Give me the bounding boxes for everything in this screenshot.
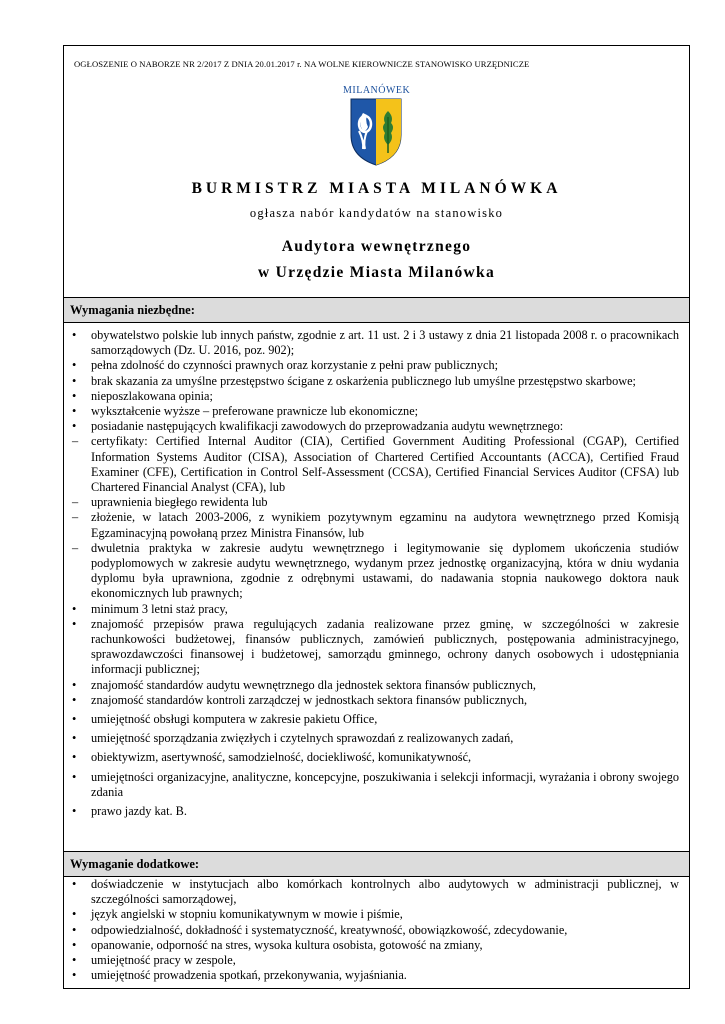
bullet-marker: •	[72, 601, 77, 616]
list-item	[64, 541, 689, 602]
bullet-marker: •	[72, 877, 77, 891]
bullet-marker: •	[72, 373, 77, 388]
bullet-marker: •	[72, 712, 77, 727]
bullet-marker: –	[72, 495, 79, 510]
list-item	[64, 328, 689, 358]
list-item	[64, 510, 689, 540]
list-item	[64, 358, 689, 373]
list-item	[64, 389, 689, 404]
list-item-text: pełna zdolność do czynności prawnych oraz korzystanie z pełni praw publicznych;	[91, 358, 499, 373]
list-item-text: brak skazania za umyślne przestępstwo ścigane z oskarżenia publicznego lub umyślne przestępstwo skarbowe;	[91, 373, 636, 388]
list-item-text: wykształcenie wyższe – preferowane prawnicze lub ekonomiczne;	[91, 404, 419, 419]
additional-heading: Wymaganie dodatkowe:	[64, 851, 689, 877]
list-item-text: język angielski w stopniu komunikatywnym w mowie i piśmie,	[91, 907, 403, 922]
bullet-marker: •	[72, 804, 77, 819]
bullet-marker: •	[72, 937, 77, 952]
list-item	[64, 877, 689, 907]
list-item-text: minimum 3 letni staż pracy,	[91, 601, 228, 616]
list-item-text: prawo jazdy kat. B.	[91, 804, 187, 819]
list-item	[64, 712, 689, 727]
bullet-marker: –	[72, 510, 79, 525]
bullet-marker: •	[72, 750, 77, 765]
required-heading: Wymagania niezbędne:	[64, 297, 689, 323]
list-item-text: dwuletnia praktyka w zakresie audytu wewnętrznego i legitymowanie się dyplomem ukończenia studiów podyplomowych w zakresie audytu wewnętrznego, wydanym przez jednostkę organizacyjną, która w dniu wydania dyplomu była uprawniona, zgodnie z odrębnymi ustawami, do nadawania stopnia naukowego doktora nauk ekonomicznych lub prawnych;	[91, 540, 679, 601]
list-item-text: umiejętności organizacyjne, analityczne, koncepcyjne, poszukiwania i selekcji informacji, wyrażania i obrony swojego zdania	[91, 769, 679, 799]
list-item-text: umiejętność sporządzania zwięzłych i czytelnych sprawozdań z realizowanych zadań,	[91, 731, 514, 746]
bullet-marker: –	[72, 540, 79, 555]
coat-of-arms-icon	[349, 97, 403, 167]
list-item-text: opanowanie, odporność na stres, wysoka kultura osobista, gotowość na zmiany,	[91, 937, 483, 952]
list-item	[64, 404, 689, 419]
position-title: Audytora wewnętrznego	[281, 238, 472, 255]
bullet-marker: •	[72, 419, 77, 434]
bullet-marker: •	[72, 388, 77, 403]
list-item	[64, 602, 689, 617]
announcement-header: OGŁOSZENIE O NABORZE NR 2/2017 Z DNIA 20.01.2017 r. NA WOLNE KIEROWNICZE STANOWISKO URZĘDNICZE	[74, 59, 530, 69]
list-item	[64, 693, 689, 708]
list-item-text: obiektywizm, asertywność, samodzielność, dociekliwość, komunikatywność,	[91, 750, 472, 765]
bullet-marker: •	[72, 404, 77, 419]
bullet-marker: •	[72, 907, 77, 922]
list-item	[64, 617, 689, 678]
list-item	[64, 968, 689, 983]
list-item	[64, 953, 689, 968]
list-item-text: umiejętność prowadzenia spotkań, przekonywania, wyjaśniania.	[91, 968, 407, 983]
list-item-text: odpowiedzialność, dokładność i systematyczność, kreatywność, obowiązkowość, zdecydowanie,	[91, 922, 568, 937]
list-item	[64, 374, 689, 389]
logo-text: MILANÓWEK	[343, 85, 411, 96]
announcement-subtitle: ogłasza nabór kandydatów na stanowisko	[249, 206, 504, 220]
bullet-marker: •	[72, 616, 77, 631]
list-item	[64, 731, 689, 746]
bullet-marker: •	[72, 769, 77, 784]
list-item-text: posiadanie następujących kwalifikacji zawodowych do przeprowadzania audytu wewnętrznego:	[91, 419, 564, 434]
list-item	[64, 495, 689, 510]
list-item	[64, 923, 689, 938]
list-item-text: znajomość przepisów prawa regulujących zadania realizowane przez gminę, w szczególności w zakresie rachunkowości budżetowej, finansów publicznych, zamówień publicznych, postępowania administracyjnego, sprawozdawczości finansowej i budżetowej, samorządu gminnego, ochrony danych osobowych i udostępniania informacji publicznej;	[91, 616, 679, 677]
milanowek-logo	[343, 85, 409, 167]
authority-title: BURMISTRZ MIASTA MILANÓWKA	[191, 180, 562, 197]
list-item	[64, 907, 689, 922]
bullet-marker: •	[72, 692, 77, 707]
list-item	[64, 750, 689, 765]
bullet-marker: •	[72, 922, 77, 937]
additional-list	[64, 877, 689, 983]
list-item	[64, 678, 689, 693]
bullet-marker: •	[72, 677, 77, 692]
list-item-text: umiejętność pracy w zespole,	[91, 953, 236, 968]
list-item-text: uprawnienia biegłego rewidenta lub	[91, 495, 268, 510]
bullet-marker: •	[72, 968, 77, 983]
position-office: w Urzędzie Miasta Milanówka	[258, 264, 495, 281]
list-item-text: złożenie, w latach 2003-2006, z wynikiem pozytywnym egzaminu na audytora wewnętrznego przed Komisją Egzaminacyjną powołaną przez Ministra Finansów, lub	[91, 510, 679, 540]
bullet-marker: •	[72, 358, 77, 373]
list-item-text: znajomość standardów audytu wewnętrznego dla jednostek sektora finansów publicznych,	[91, 677, 536, 692]
list-item	[64, 434, 689, 495]
bullet-marker: •	[72, 731, 77, 746]
bullet-marker: –	[72, 434, 79, 449]
list-item-text: obywatelstwo polskie lub innych państw, zgodnie z art. 11 ust. 2 i 3 ustawy z dnia 21 listopada 2008 r. o pracownikach samorządowych (Dz. U. 2016, poz. 902);	[91, 328, 679, 358]
list-item	[64, 770, 689, 800]
bullet-marker: •	[72, 953, 77, 968]
list-item	[64, 419, 689, 434]
list-item-text: nieposzlakowana opinia;	[91, 388, 213, 403]
document-frame	[63, 45, 690, 989]
required-list	[64, 328, 689, 819]
list-item-text: umiejętność obsługi komputera w zakresie pakietu Office,	[91, 712, 378, 727]
list-item	[64, 804, 689, 819]
list-item-text: doświadczenie w instytucjach albo komórkach kontrolnych albo audytowych w administracji publicznej, w szczególności samorządowej,	[91, 877, 679, 907]
list-item-text: znajomość standardów kontroli zarządczej w jednostkach sektora finansów publicznych,	[91, 692, 528, 707]
list-item	[64, 938, 689, 953]
list-item-text: certyfikaty: Certified Internal Auditor (CIA), Certified Government Auditing Professional (CGAP), Certified Information Systems Auditor (CISA), Association of Chartered Certified Accountants (ACCA), Certified Fraud Examiner (CFE), Certification in Control Self-Assessment (CCSA), Certified Financial Services Auditor (CFSA) lub Chartered Financial Analyst (CFA), lub	[91, 434, 679, 495]
bullet-marker: •	[72, 328, 77, 342]
